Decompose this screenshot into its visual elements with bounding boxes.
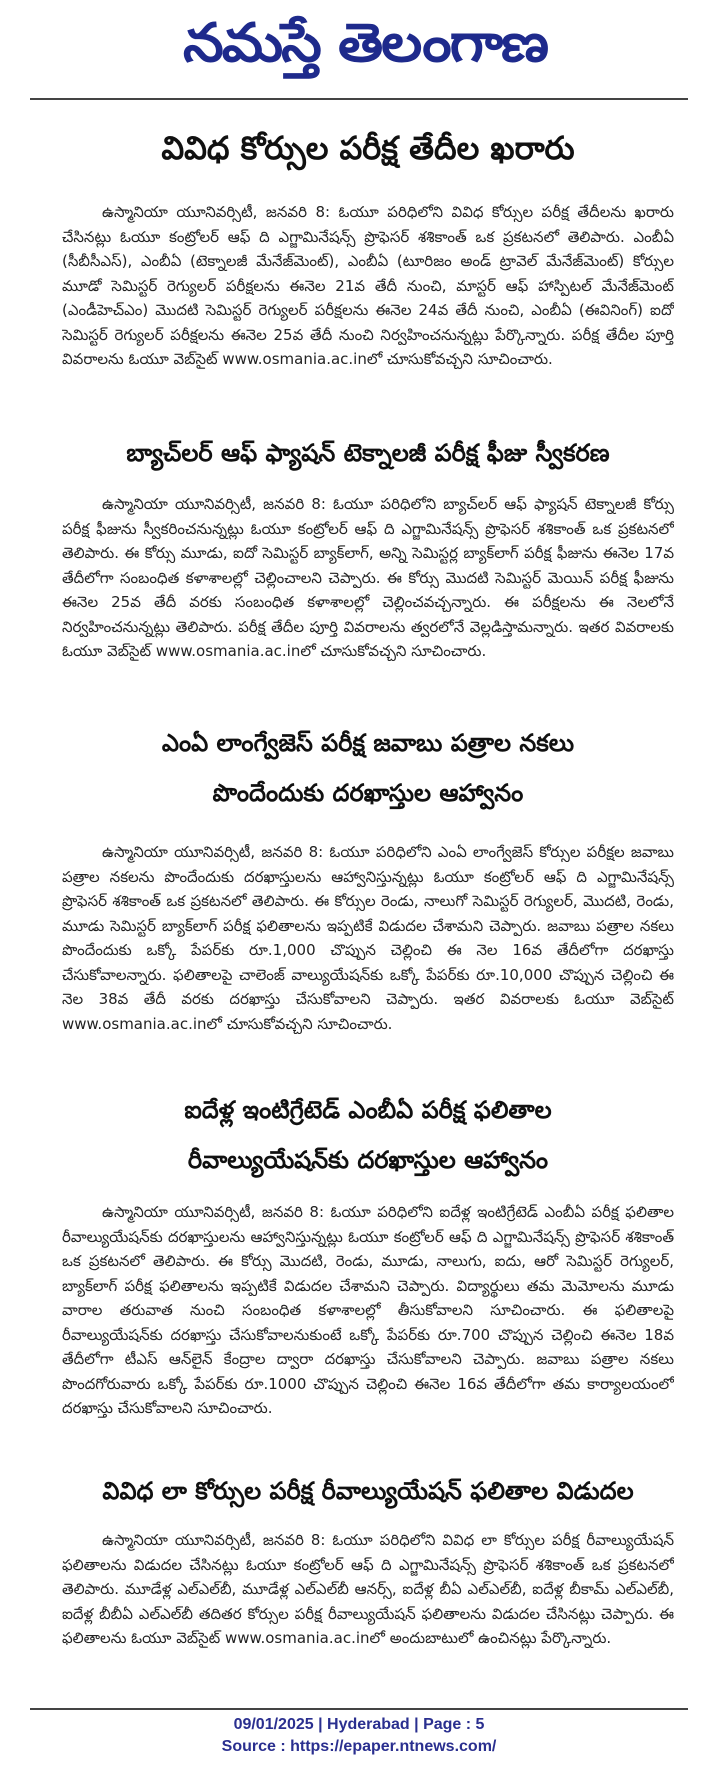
article-1-text: ఉస్మానియా యూనివర్సిటీ, జనవరి 8: ఓయూ పరిధిలోని వివిధ కోర్సుల పరీక్ష తేదీలను ఖరారు చేసినట్లు ఓయూ కంట్రోలర్ ఆఫ్ ది ఎగ్జామినేషన్స్ ప్రొఫెసర్ శశికాంత్ ఒక ప్రకటనలో తెలిపారు. ఎంబీఏ (సీబీసీఎస్), ఎంబీఏ (టెక్నాలజీ మేనేజ్‌మెంట్), ఎంబీఏ (టూరిజం అండ్ ట్రావెల్ మేనేజ్‌మెంట్) కోర్సుల మూడో సెమిస్టర్ రెగ్యులర్ పరీక్షలను ఈనెల 21వ తేదీ నుంచి, మాస్టర్ ఆఫ్ హాస్పిటల్ మేనేజ్‌మెంట్ (ఎండీహెచ్‌ఎం) మొదటి సెమిస్టర్ రెగ్యులర్ పరీక్షలను ఈనెల 24వ తేదీ నుంచి, ఎంబీఏ (ఈవినింగ్) ఐదో సెమిస్టర్ రెగ్యులర్ పరీక్షలను ఈనెల 25వ తేదీ నుంచి నిర్వహించనున్నట్లు పేర్కొన్నారు. పరీక్ష తేదీల పూర్తి వివరాలను ఓయూ వెబ్‌సైట్ www.osmania.ac.inలో చూసుకోవచ్చని సూచించారు. xyxy=(62,203,674,368)
article-2-body xyxy=(62,492,674,717)
article-4-body xyxy=(62,1200,674,1465)
bottom-divider xyxy=(30,1708,688,1710)
article-5-text: ఉస్మానియా యూనివర్సిటీ, జనవరి 8: ఓయూ పరిధిలోని వివిధ లా కోర్సుల పరీక్ష రీవాల్యుయేషన్ ఫలితాలను విడుదల చేసినట్లు ఓయూ కంట్రోలర్ ఆఫ్ ది ఎగ్జామినేషన్స్ ప్రొఫెసర్ శశికాంత్ ఒక ప్రకటనలో తెలిపారు. మూడేళ్ల ఎల్ఎల్‌బీ, మూడేళ్ల ఎల్ఎల్‌బీ ఆనర్స్, ఐదేళ్ల బీఏ ఎల్ఎల్‌బీ, ఐదేళ్ల బీకామ్ ఎల్ఎల్‌బీ, ఐదేళ్ల బీబీఏ ఎల్ఎల్‌బీ తదితర కోర్సుల పరీక్ష రీవాల్యుయేషన్ ఫలితాలను విడుదల చేసినట్లు చెప్పారు. ఈ ఫలితాలను ఓయూ వెబ్‌సైట్ www.osmania.ac.inలో అందుబాటులో ఉంచినట్లు పేర్కొన్నారు. xyxy=(62,1531,674,1647)
article-3-headline-line2: పొందేందుకు దరఖాస్తుల ఆహ్వానం xyxy=(212,779,524,807)
masthead xyxy=(0,0,718,100)
article-5-body xyxy=(62,1528,674,1703)
article-3-headline-box xyxy=(62,730,674,770)
newspaper-logo: నమస్తే తెలంగాణ xyxy=(183,10,547,74)
article-4-headline-box xyxy=(62,1097,674,1137)
article-1-headline: వివిధ కోర్సుల పరీక్ష తేదీల ఖరారు xyxy=(161,129,575,167)
article-4-headline-line2: రీవాల్యుయేషన్‌కు దరఖాస్తుల ఆహ్వానం xyxy=(187,1146,549,1174)
article-4-headline: ఐదేళ్ల ఇంటిగ్రేటెడ్ ఎంబీఏ పరీక్ష ఫలితాల xyxy=(184,1096,552,1124)
article-4-headline2-box xyxy=(62,1147,674,1187)
article-5-headline-box xyxy=(62,1478,674,1518)
article-2-headline-box xyxy=(62,440,674,480)
article-2-text: ఉస్మానియా యూనివర్సిటీ, జనవరి 8: ఓయూ పరిధిలోని బ్యాచ్‌లర్ ఆఫ్ ఫ్యాషన్ టెక్నాలజీ కోర్సు పరీక్ష ఫీజును స్వీకరించనున్నట్లు ఓయూ కంట్రోలర్ ఆఫ్ ది ఎగ్జామినేషన్స్ ప్రొఫెసర్ శశికాంత్ ఒక ప్రకటనలో తెలిపారు. ఈ కోర్సు మూడు, ఐదో సెమిస్టర్ బ్యాక్‌లాగ్, అన్ని సెమిస్టర్ల బ్యాక్‌లాగ్ పరీక్ష ఫీజును ఈనెల 17వ తేదీలోగా సంబంధిత కళాశాలల్లో చెల్లించాలని చెప్పారు. ఈ కోర్సు మొదటి సెమిస్టర్ మెయిన్ పరీక్ష ఫీజును ఈనెల 25వ తేదీ వరకు సంబంధిత కళాశాలల్లో చెల్లించవచ్చన్నారు. ఈ పరీక్షలను ఈ నెలలోనే నిర్వహించనున్నట్లు తెలిపారు. పరీక్ష తేదీల పూర్తి వివరాలను త్వరలోనే వెల్లడిస్తామన్నారు. ఇతర వివరాలకు ఓయూ వెబ్‌సైట్ www.osmania.ac.inలో చూసుకోవచ్చని సూచించారు. xyxy=(62,495,674,660)
footer-date-line: 09/01/2025 | Hyderabad | Page : 5 xyxy=(233,1716,485,1733)
article-3-body xyxy=(62,840,674,1090)
article-5-headline: వివిధ లా కోర్సుల పరీక్ష రీవాల్యుయేషన్ ఫలితాల విడుదల xyxy=(102,1477,634,1505)
top-divider xyxy=(30,98,688,100)
footer-source-line: Source : https://epaper.ntnews.com/ xyxy=(221,1738,497,1755)
article-1-body xyxy=(62,200,674,415)
article-3-headline: ఎంఏ లాంగ్వేజెస్ పరీక్ష జవాబు పత్రాల నకలు xyxy=(161,729,575,757)
article-3-text: ఉస్మానియా యూనివర్సిటీ, జనవరి 8: ఓయూ పరిధిలోని ఎంఏ లాంగ్వేజెస్ కోర్సుల పరీక్షల జవాబు పత్రాల నకలను పొందేందుకు దరఖాస్తులను ఆహ్వానిస్తున్నట్లు ఓయూ కంట్రోలర్ ఆఫ్ ది ఎగ్జామినేషన్స్ ప్రొఫెసర్ శశికాంత్ ఒక ప్రకటనలో తెలిపారు. ఈ కోర్సుల రెండు, నాలుగో సెమిస్టర్ రెగ్యులర్, మొదటి, రెండు, మూడు సెమిస్టర్ బ్యాక్‌లాగ్ పరీక్ష ఫలితాలను ఇప్పటికే విడుదల చేశామని చెప్పారు. జవాబు పత్రాల నకలు పొందేందుకు ఒక్కో పేపర్‌కు రూ.1,000 చొప్పున చెల్లించి ఈ నెల 16వ తేదీలోగా దరఖాస్తు చేసుకోవాలన్నారు. ఫలితాలపై చాలెంజ్ వాల్యుయేషన్‌కు ఒక్కో పేపర్‌కు రూ.10,000 చొప్పున చెల్లించి ఈ నెల 38వ తేదీ వరకు దరఖాస్తు చేసుకోవాలని చెప్పారు. ఇతర వివరాలకు ఓయూ వెబ్‌సైట్ www.osmania.ac.inలో చూసుకోవచ్చని సూచించారు. xyxy=(62,843,674,1033)
article-3-headline2-box xyxy=(62,780,674,820)
article-1-headline-box xyxy=(62,130,674,190)
article-4-text: ఉస్మానియా యూనివర్సిటీ, జనవరి 8: ఓయూ పరిధిలోని ఐదేళ్ల ఇంటిగ్రేటెడ్ ఎంబీఏ పరీక్ష ఫలితాల రీవాల్యుయేషన్‌కు దరఖాస్తులను ఆహ్వానిస్తున్నట్లు ఓయూ కంట్రోలర్ ఆఫ్ ది ఎగ్జామినేషన్స్ ప్రొఫెసర్ శశికాంత్ ఒక ప్రకటనలో తెలిపారు. ఈ కోర్సు మొదటి, రెండు, మూడు, నాలుగు, ఐదు, ఆరో సెమిస్టర్ రెగ్యులర్, బ్యాక్‌లాగ్ పరీక్ష ఫలితాలను ఇప్పటికే విడుదల చేశామని చెప్పారు. విద్యార్థులు తమ మెమోలను మూడు వారాల తరువాత నుంచి సంబంధిత కళాశాలల్లో తీసుకోవాలని సూచించారు. ఈ ఫలితాలపై రీవాల్యుయేషన్‌కు దరఖాస్తు చేసుకోవాలనుకుంటే ఒక్కో పేపర్‌కు రూ.700 చొప్పున చెల్లించి ఈనెల 18వ తేదీలోగా టీఎస్ ఆన్‌లైన్ కేంద్రాల ద్వారా దరఖాస్తు చేసుకోవాలని చెప్పారు. జవాబు పత్రాల నకలు పొందగోరువారు ఒక్కో పేపర్‌కు రూ.1000 చొప్పున చెల్లించి ఈనెల 16వ తేదీలోగా తమ కార్యాలయంలో దరఖాస్తు చేసుకోవాలని సూచించారు. xyxy=(62,1203,674,1417)
article-2-headline: బ్యాచ్‌లర్ ఆఫ్ ఫ్యాషన్ టెక్నాలజీ పరీక్ష ఫీజు స్వీకరణ xyxy=(126,439,610,467)
